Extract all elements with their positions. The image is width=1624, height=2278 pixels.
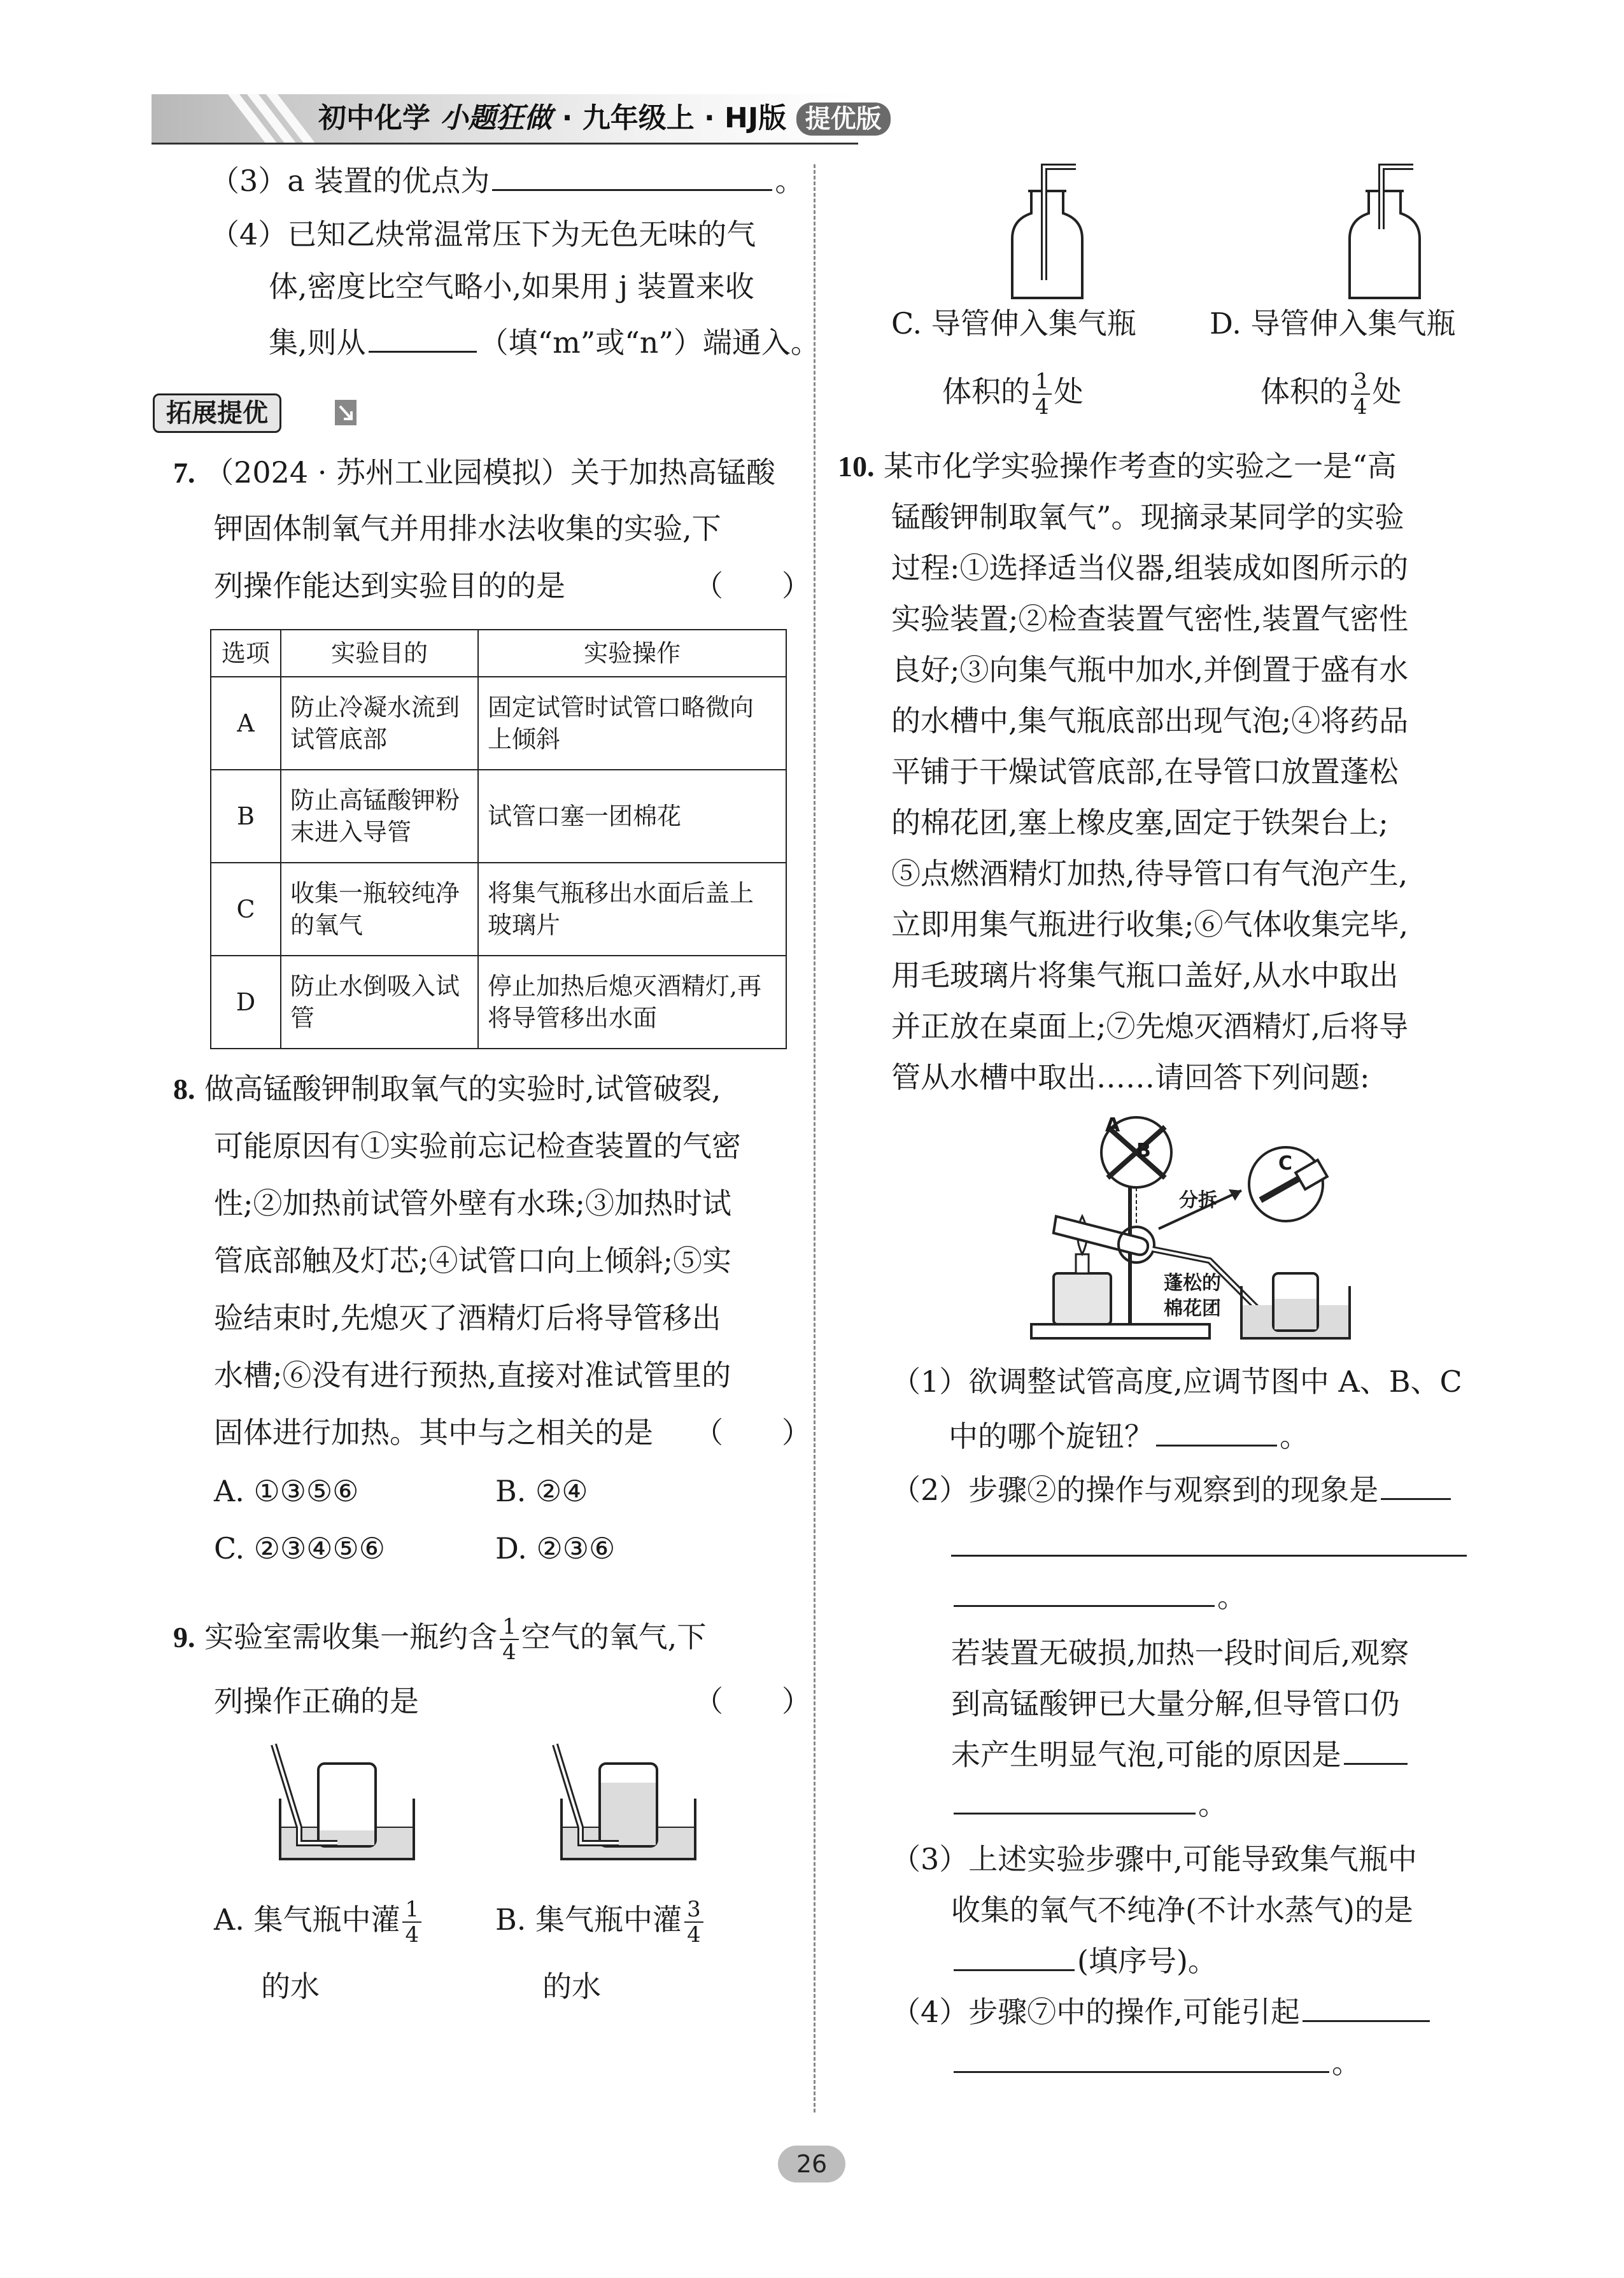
q8-text: 做高锰酸钾制取氧气的实验时,试管破裂, (204, 1072, 721, 1106)
q10-sub2-line5: 到高锰酸钾已大量分解,但导管口仍 (951, 1687, 1400, 1721)
q8-line: 验结束时,先熄灭了酒精灯后将导管移出 (214, 1301, 721, 1335)
table-cell: D (211, 956, 281, 1049)
figure-c-bottle-tube-quarter (993, 159, 1101, 306)
q9-option-c-text: 体积的 (942, 374, 1030, 409)
header-brand: 小题狂做 (440, 102, 553, 134)
fraction-denominator: 4 (687, 1922, 701, 1948)
q9-option-d-tail: 处 (1372, 374, 1402, 409)
figure-label-split: 分拆 (1179, 1189, 1217, 1212)
table-cell: 固定试管时试管口略微向上倾斜 (478, 677, 786, 770)
header-subtitle: · 九年级上 · HJ版 (561, 102, 787, 134)
q3-prefix: （3）a 装置的优点为 (210, 164, 490, 198)
q10-sub4-line2b: 。 (1332, 2046, 1361, 2080)
q9-option-b-tail: 的水 (542, 1969, 601, 2004)
header-title (318, 98, 891, 139)
header-badge: 提优版 (796, 103, 891, 136)
fraction-numerator: 1 (1033, 369, 1052, 395)
table-cell: A (211, 677, 281, 770)
figure-a-bottle-quarter-water (261, 1738, 433, 1872)
q3-blank[interactable] (492, 185, 772, 191)
q9-option-a-fraction (402, 1897, 421, 1947)
q7-number: 7. (173, 456, 195, 489)
q10-sub1-line2b: 。 (1280, 1419, 1309, 1454)
q10-number: 10. (838, 450, 875, 483)
q4-line3 (269, 323, 820, 362)
q10-sub3-blank[interactable] (954, 1965, 1075, 1971)
q8-line: 水槽;⑥没有进行预热,直接对准试管里的 (214, 1358, 731, 1392)
q8-line: 可能原因有①实验前忘记检查装置的气密 (214, 1129, 741, 1163)
fraction-numerator: 1 (402, 1897, 421, 1923)
q10-sub4-blank-2[interactable] (954, 2067, 1329, 2073)
header-subject: 初中化学 (318, 102, 430, 134)
q10-line: 的水槽中,集气瓶底部出现气泡;④将药品 (891, 704, 1409, 738)
q10-sub1-blank[interactable] (1156, 1441, 1277, 1447)
q9-option-d-fraction (1351, 369, 1370, 419)
figure-label-cotton-2: 棉花团 (1164, 1298, 1221, 1320)
q8-line: 管底部触及灯芯;④试管口向上倾斜;⑤实 (214, 1243, 731, 1278)
q10-sub2-line3 (951, 1578, 1246, 1616)
q10-sub2-blank-5[interactable] (954, 1809, 1196, 1815)
q10-sub2-line3b: 。 (1217, 1580, 1246, 1614)
table-cell: 防止高锰酸钾粉末进入导管 (281, 770, 478, 863)
q10-text: 某市化学实验操作考查的实验之一是“高 (884, 449, 1397, 483)
table-cell: B (211, 770, 281, 863)
q8-option-b[interactable]: B. ②④ (495, 1474, 588, 1508)
q10-sub2-line4: 若装置无破损,加热一段时间后,观察 (951, 1636, 1409, 1670)
table-row (211, 677, 786, 770)
q9-option-a[interactable] (214, 1891, 424, 1948)
table-cell: 防止冷凝水流到试管底部 (281, 677, 478, 770)
q8-number: 8. (173, 1073, 195, 1105)
section-label: 拓展提优 (153, 393, 281, 433)
q10-sub2-line1 (891, 1471, 1453, 1509)
stripe-decoration-icon (152, 94, 317, 144)
q8-line1 (173, 1070, 721, 1108)
section-arrow-icon (335, 400, 357, 425)
q9-option-a-text: A. 集气瓶中灌 (214, 1902, 400, 1937)
table-header-cell: 实验目的 (281, 630, 478, 677)
table-header-row (211, 630, 786, 677)
q10-apparatus-figure (1019, 1114, 1369, 1350)
q10-line: 过程:①选择适当仪器,组装成如图所示的 (891, 551, 1409, 585)
figure-b-bottle-three-quarter-water (542, 1738, 714, 1872)
fraction-denominator: 4 (405, 1922, 420, 1948)
q10-line: 锰酸钾制取氧气”。现摘录某同学的实验 (891, 500, 1404, 534)
q9-option-c-fraction (1033, 369, 1052, 419)
q10-sub1-line2 (949, 1417, 1309, 1455)
q10-sub1-line1: （1）欲调整试管高度,应调节图中 A、B、C (891, 1364, 1462, 1399)
q10-sub2-line7b: 。 (1198, 1787, 1227, 1822)
q7-text1: （2024 · 苏州工业园模拟）关于加热高锰酸 (204, 455, 776, 490)
fraction-numerator: 3 (684, 1897, 703, 1923)
q10-sub3-line3 (951, 1942, 1217, 1980)
q8-answer-paren[interactable]: （ ） (694, 1415, 811, 1450)
q10-sub2-line6-text: 未产生明显气泡,可能的原因是 (951, 1737, 1341, 1772)
q9-line2: 列操作正确的是 (214, 1684, 419, 1718)
q4-blank[interactable] (369, 347, 477, 353)
q9-fraction (500, 1615, 519, 1664)
table-cell: 将集气瓶移出水面后盖上玻璃片 (478, 863, 786, 956)
figure-label-c: C (1278, 1152, 1293, 1175)
q10-line: 并正放在桌面上;⑦先熄灭酒精灯,后将导 (891, 1009, 1409, 1043)
q10-sub1-line2a: 中的哪个旋钮？ (949, 1419, 1154, 1454)
column-divider (814, 164, 816, 2112)
page-number: 26 (778, 2146, 845, 2182)
fraction-denominator: 4 (1035, 394, 1049, 420)
q10-line1 (838, 447, 1397, 486)
table-cell: 防止水倒吸入试管 (281, 956, 478, 1049)
q10-line: 的棉花团,塞上橡皮塞,固定于铁架台上; (891, 805, 1388, 840)
q10-sub2-line7 (951, 1785, 1227, 1823)
q4-line1: （4）已知乙炔常温常压下为无色无味的气 (210, 217, 756, 251)
table-cell: 停止加热后熄灭酒精灯,再将导管移出水面 (478, 956, 786, 1049)
q10-sub4-line1-text: （4）步骤⑦中的操作,可能引起 (891, 1995, 1300, 2029)
table-cell: 收集一瓶较纯净的氧气 (281, 863, 478, 956)
q9-option-d-line1[interactable]: D. 导管伸入集气瓶 (1210, 306, 1456, 341)
q8-line: 固体进行加热。其中与之相关的是 (214, 1415, 653, 1450)
q10-line: 良好;③向集气瓶中加水,并倒置于盛有水 (891, 653, 1409, 687)
q10-line: ⑤点燃酒精灯加热,待导管口有气泡产生, (891, 856, 1408, 891)
q9-option-c-line1[interactable]: C. 导管伸入集气瓶 (891, 306, 1136, 341)
q9-option-b-fraction (684, 1897, 703, 1947)
q10-sub2-line6 (951, 1736, 1410, 1774)
q9-option-c-line2 (942, 363, 1084, 420)
table-cell: 试管口塞一团棉花 (478, 770, 786, 863)
q10-line: 实验装置;②检查装置气密性,装置气密性 (891, 602, 1409, 636)
header-rule (152, 143, 858, 145)
q4-line2: 体,密度比空气略小,如果用 j 装置来收 (269, 269, 754, 304)
q9-option-d-text: 体积的 (1260, 374, 1348, 409)
table-row (211, 770, 786, 863)
q10-sub2-line1-text: （2）步骤②的操作与观察到的现象是 (891, 1473, 1379, 1507)
q10-sub2-blank-2[interactable] (951, 1555, 1467, 1557)
q9-answer-paren[interactable]: （ ） (694, 1684, 811, 1718)
q7-table (210, 629, 787, 1049)
q10-sub2-blank-1[interactable] (1381, 1494, 1451, 1500)
table-row (211, 956, 786, 1049)
q10-sub4-blank-1[interactable] (1303, 2016, 1430, 2022)
q4-line3b: （填“m”或“n”）端通入。 (479, 325, 820, 360)
q8-option-a[interactable]: A. ①③⑤⑥ (214, 1474, 359, 1508)
q3-suffix: 。 (775, 164, 805, 198)
q10-sub2-blank-3[interactable] (954, 1601, 1215, 1607)
q10-sub4-line2 (951, 2044, 1361, 2082)
q9-option-a-tail: 的水 (261, 1969, 320, 2004)
q10-line: 平铺于干燥试管底部,在导管口放置蓬松 (891, 754, 1399, 789)
q9-option-b-text: B. 集气瓶中灌 (495, 1902, 682, 1937)
fraction-numerator: 3 (1351, 369, 1370, 395)
q9-option-d-line2 (1260, 363, 1402, 420)
fraction-numerator: 1 (500, 1615, 519, 1640)
q10-sub2-blank-4[interactable] (1344, 1759, 1408, 1765)
figure-label-a: A (1105, 1114, 1120, 1136)
q9-number: 9. (173, 1621, 195, 1653)
q9-text1b: 空气的氧气,下 (521, 1620, 707, 1654)
figure-label-cotton-1: 蓬松的 (1164, 1272, 1221, 1294)
table-header-cell: 实验操作 (478, 630, 786, 677)
q8-option-d[interactable]: D. ②③⑥ (495, 1531, 616, 1566)
q7-answer-paren[interactable]: （ ） (694, 569, 811, 603)
q7-line3: 列操作能达到实验目的的是 (214, 569, 565, 603)
q9-text1a: 实验室需收集一瓶约含 (204, 1620, 498, 1654)
table-cell: C (211, 863, 281, 956)
figure-d-bottle-tube-three-quarter (1331, 159, 1439, 306)
q10-line: 管从水槽中取出……请回答下列问题: (891, 1060, 1370, 1094)
q4-line3a: 集,则从 (269, 325, 366, 360)
table-row (211, 863, 786, 956)
q10-sub4-line1 (891, 1993, 1432, 2031)
q3-line (210, 162, 804, 200)
fraction-denominator: 4 (502, 1639, 516, 1665)
q10-sub3-line2: 收集的氧气不纯净(不计水蒸气)的是 (951, 1893, 1413, 1927)
q8-line: 性;②加热前试管外壁有水珠;③加热时试 (214, 1186, 731, 1220)
table-header-cell: 选项 (211, 630, 281, 677)
q10-sub3-line3b: (填序号)。 (1077, 1944, 1217, 1978)
q9-option-b[interactable] (495, 1891, 706, 1948)
q7-line1 (173, 453, 775, 492)
q10-line: 用毛玻璃片将集气瓶口盖好,从水中取出 (891, 958, 1399, 993)
fraction-denominator: 4 (1353, 394, 1367, 420)
q9-option-c-tail: 处 (1054, 374, 1084, 409)
q9-line1 (173, 1608, 706, 1666)
q10-line: 立即用集气瓶进行收集;⑥气体收集完毕, (891, 907, 1409, 942)
figure-label-b: B (1136, 1140, 1151, 1162)
q7-line2: 钾固体制氧气并用排水法收集的实验,下 (214, 511, 721, 546)
q10-sub3-line1: （3）上述实验步骤中,可能导致集气瓶中 (891, 1842, 1417, 1876)
q8-option-c[interactable]: C. ②③④⑤⑥ (214, 1531, 385, 1566)
